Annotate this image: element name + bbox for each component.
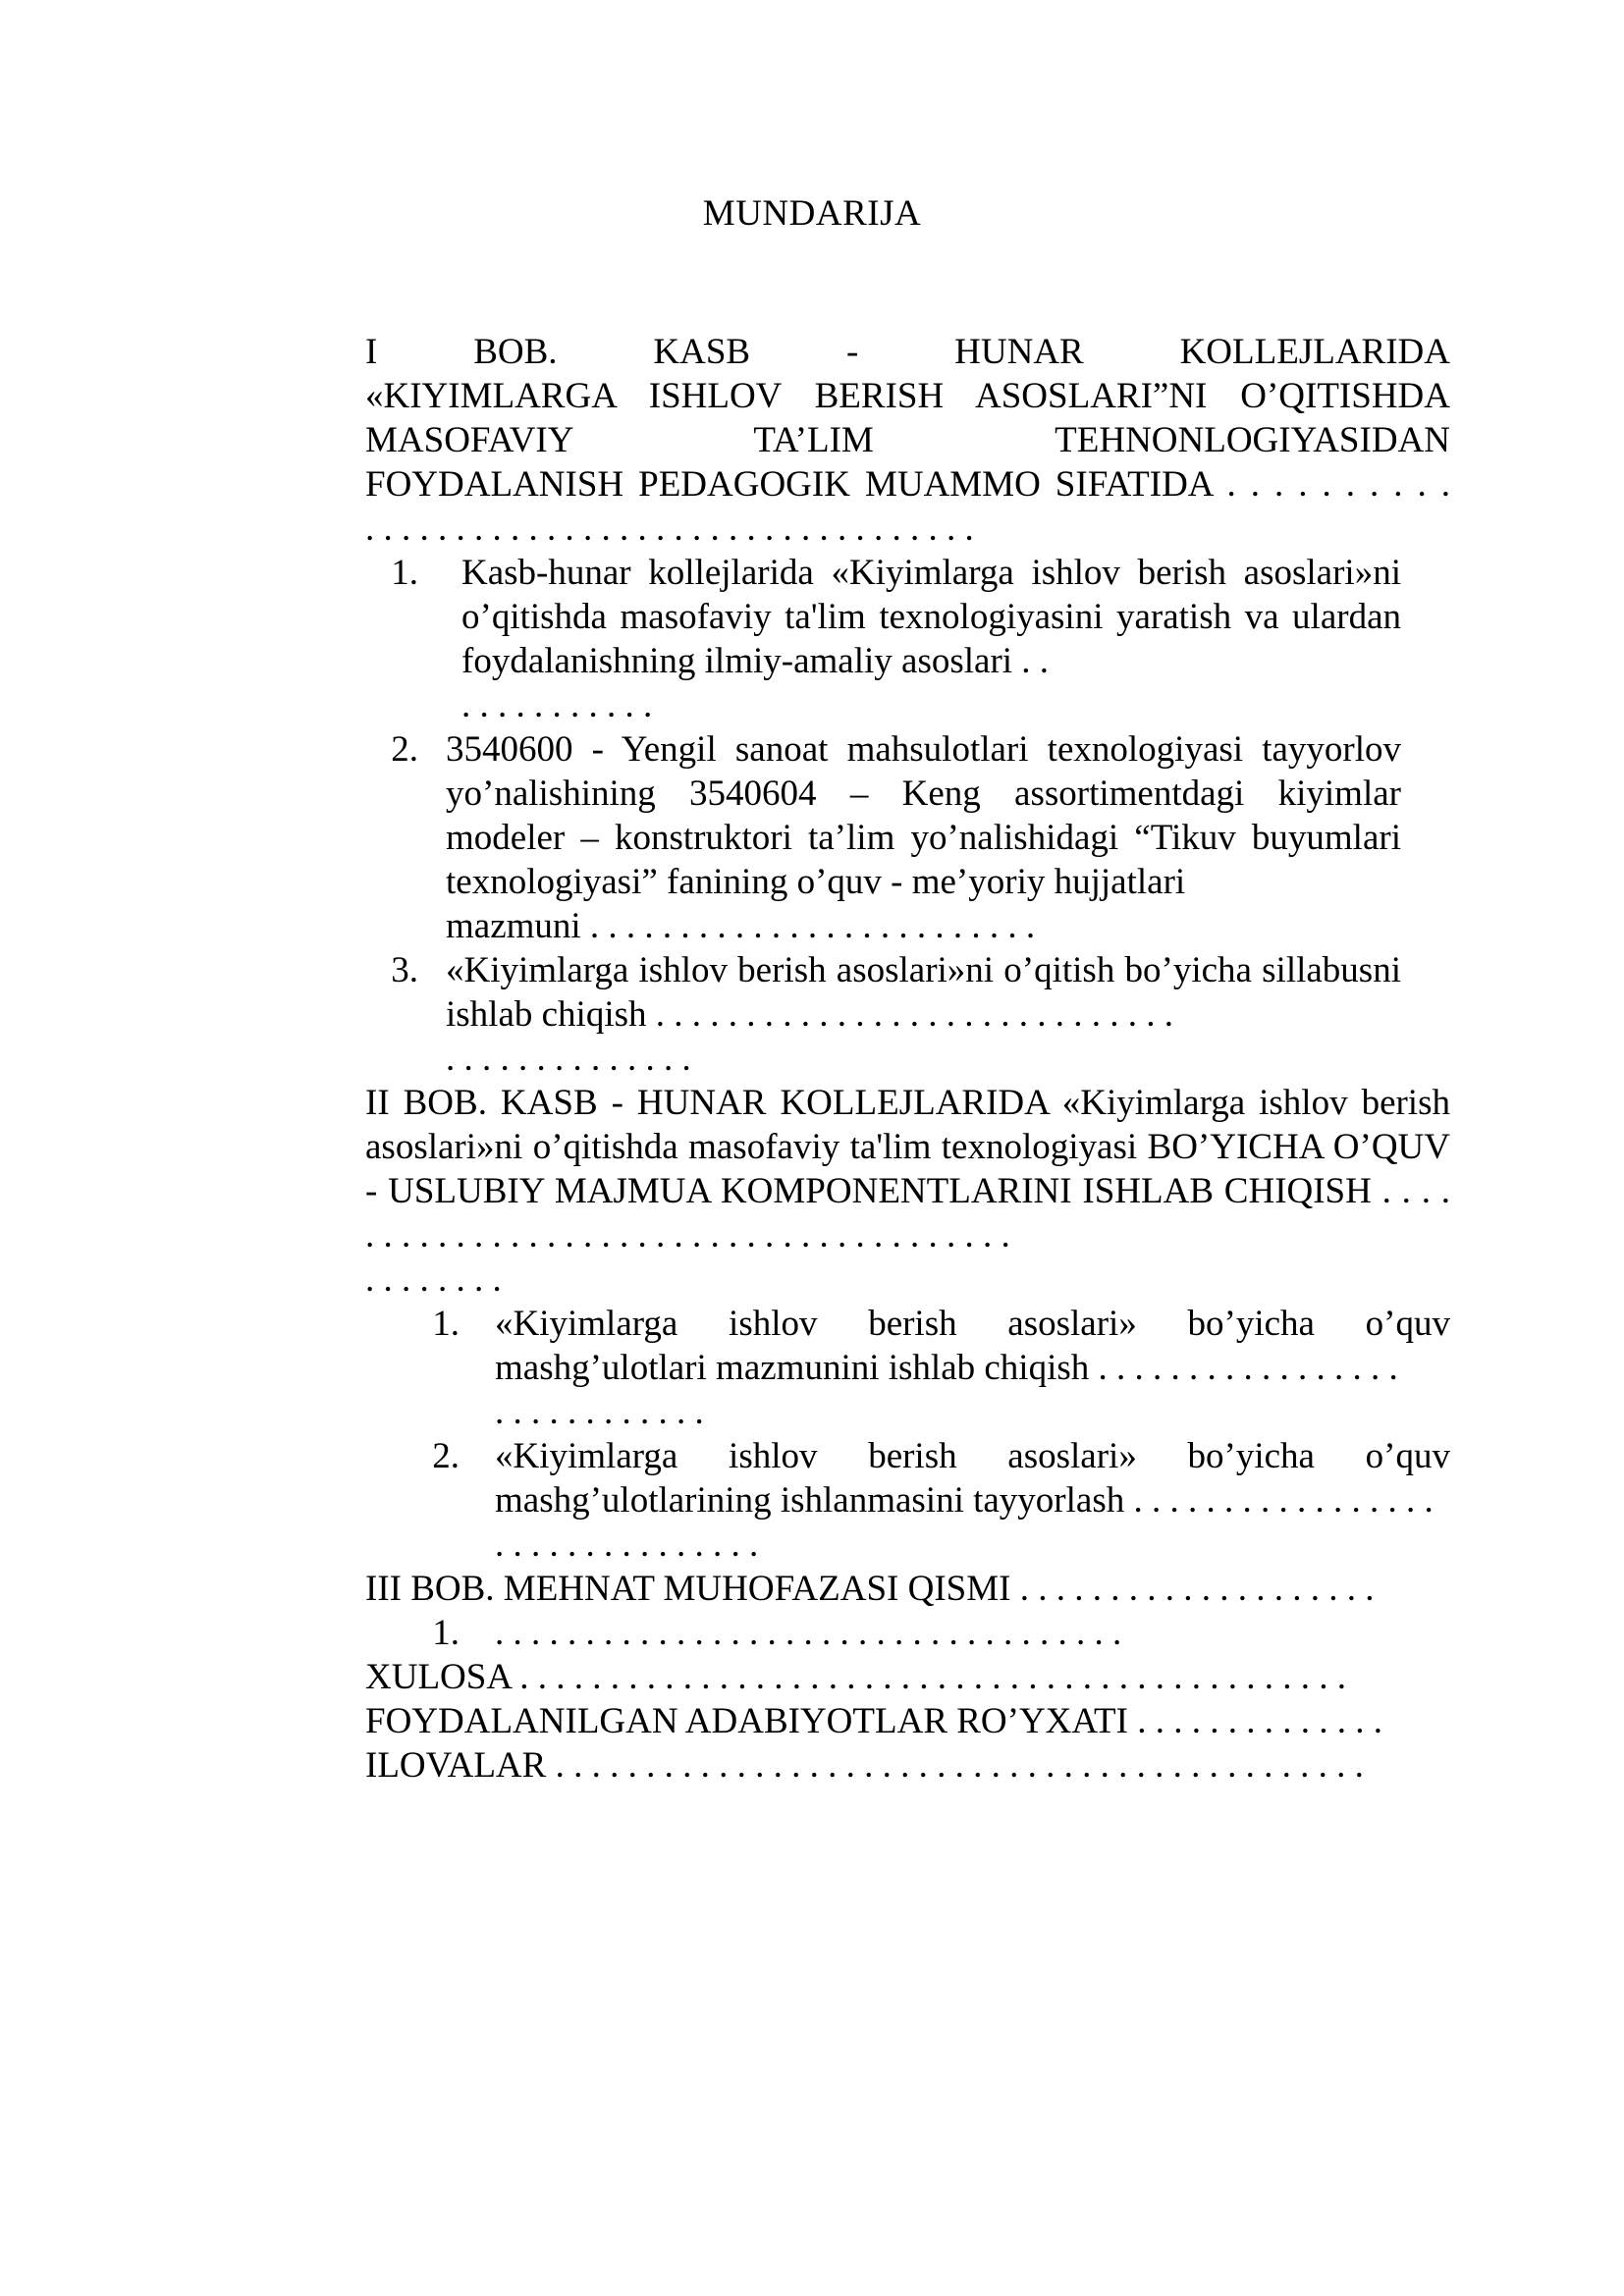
toc-chapter-1-line-5: . . . . . . . . . . . . . . . . . . . . . . . . . . . . . . . . . .: [365, 508, 974, 549]
toc-item-text: «Kiyimlarga ishlov berish asoslari» bo’yicha o’quv mashg’ulotlari mazmunini ishlab chiqish . . . . . . . . . . . . . . . . .: [495, 1304, 1450, 1388]
toc-item-number: 1.: [391, 553, 418, 593]
toc-item-leader: . . . . . . . . . . .: [461, 685, 653, 725]
toc-item-1-2: [391, 727, 1401, 948]
toc-conclusion: XULOSA . . . . . . . . . . . . . . . . . . . . . . . . . . . . . . . . . . . . . . . . . . . . . .: [365, 1657, 1347, 1697]
toc-chapter-1-line-1: I BOB. KASB - HUNAR KOLLEJLARIDA: [365, 332, 1450, 372]
toc-item-number: 2.: [391, 729, 418, 770]
toc-item-number: 2.: [432, 1436, 460, 1476]
toc-item-text: Kasb-hunar kollejlarida «Kiyimlarga ishlov berish asoslari»ni o’qitishda masofaviy ta'lim texnologiyasini yaratish va ulardan foydalanishning ilmiy-amaliy asoslari . .: [461, 553, 1401, 681]
toc-item-leader: . . . . . . . . . . . . . . .: [495, 1524, 759, 1565]
toc-item-number: 1.: [432, 1304, 460, 1344]
toc-chapter-3: [365, 1567, 1450, 1611]
toc-item-2-1: [432, 1302, 1450, 1434]
toc-item-number: 3.: [391, 950, 418, 990]
table-of-contents: [365, 330, 1450, 1788]
toc-item-1-3: [391, 948, 1401, 1081]
toc-chapter-1: [365, 330, 1450, 551]
page-title: MUNDARIJA: [702, 193, 922, 234]
toc-item-text: «Kiyimlarga ishlov berish asoslari»ni o’qitish bo’yicha sillabusni ishlab chiqish . . . . . . . . . . . . . . . . . . . . . . . . . . . . .: [446, 950, 1401, 1035]
toc-item-text: . . . . . . . . . . . . . . . . . . . . . . . . . . . . . . . . . . .: [495, 1613, 1122, 1653]
toc-item-1-1: [391, 551, 1401, 727]
toc-chapter-1-line-4: FOYDALANISH PEDAGOGIK MUAMMO SIFATIDA . . . . . . . . . .: [365, 464, 1450, 505]
toc-chapter-2: [365, 1081, 1450, 1302]
toc-item-text: 3540600 - Yengil sanoat mahsulotlari texnologiyasi tayyorlov yo’nalishining 3540604 – Keng assortimentdagi kiyimlar modeler – konstruktori ta’lim yo’nalishidagi “Tikuv buyumlari texnologiyasi” fanining o’quv - me’yoriy hujjatlari: [446, 729, 1401, 902]
toc-item-3-1: [432, 1611, 1450, 1655]
toc-item-number: 1.: [432, 1613, 460, 1653]
toc-chapter-1-line-3: MASOFAVIY TA’LIM TEHNONLOGIYASIDAN: [365, 420, 1450, 460]
toc-chapter-1-line-2: «KIYIMLARGA ISHLOV BERISH ASOSLARI”NI O’QITISHDA: [365, 376, 1450, 416]
toc-item-leader: . . . . . . . . . . . .: [495, 1392, 704, 1432]
toc-chapter-2-leader: . . . . . . . .: [365, 1259, 502, 1300]
toc-chapter-2-text: II BOB. KASB - HUNAR KOLLEJLARIDA «Kiyimlarga ishlov berish asoslari»ni o’qitishda masofaviy ta'lim texnologiyasi BO’YICHA O’QUV - USLUBIY MAJMUA KOMPONENTLARINI ISHLAB CHIQISH . . . . . . . . . . . . . . . . . . . . . . . . . . . . . . . . . . . . . . . .: [365, 1083, 1450, 1255]
toc-item-text: «Kiyimlarga ishlov berish asoslari» bo’yicha o’quv mashg’ulotlarining ishlanmasini tayyorlash . . . . . . . . . . . . . . . . .: [495, 1436, 1450, 1521]
toc-references: FOYDALANILGAN ADABIYOTLAR RO’YXATI . . . . . . . . . . . . . .: [365, 1701, 1382, 1741]
toc-appendices: ILOVALAR . . . . . . . . . . . . . . . . . . . . . . . . . . . . . . . . . . . . . . . . . . . . .: [365, 1745, 1364, 1786]
toc-item-2-2: [432, 1434, 1450, 1567]
toc-item-leader: . . . . . . . . . . . . . .: [446, 1039, 691, 1079]
toc-item-leader: mazmuni . . . . . . . . . . . . . . . . . . . . . . . . .: [446, 906, 1036, 946]
toc-chapter-3-text: III BOB. MEHNAT MUHOFAZASI QISMI . . . . . . . . . . . . . . . . . . . .: [365, 1569, 1375, 1609]
